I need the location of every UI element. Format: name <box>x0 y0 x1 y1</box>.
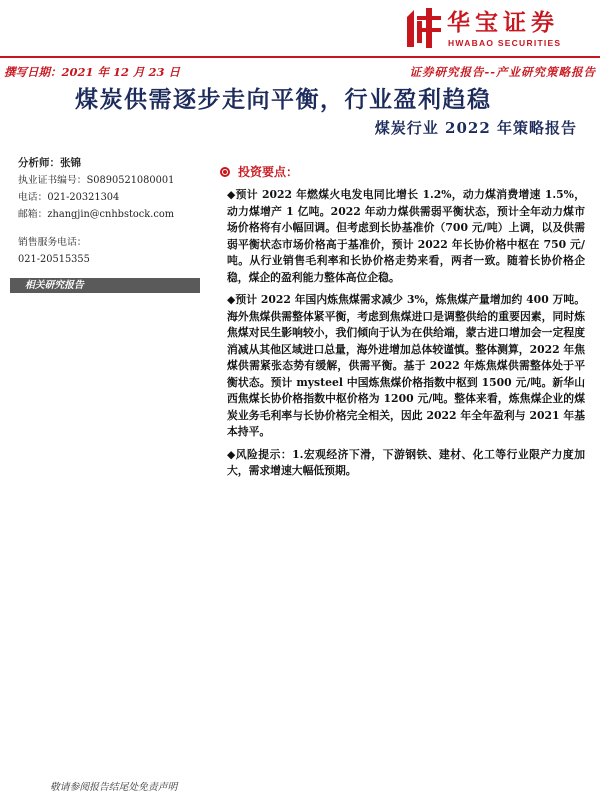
target-icon <box>220 167 230 177</box>
report-title: 煤炭供需逐步走向平衡，行业盈利趋稳 <box>75 86 492 113</box>
related-reports-bar <box>10 278 200 293</box>
diamond-bullet-icon: ◆ <box>227 293 236 306</box>
email-row <box>18 206 203 223</box>
report-date-value: 2021 年 12 月 23 日 <box>61 65 181 79</box>
summary-point-text: 预计 2022 年燃煤火电发电同比增长 1.2%，动力煤消费增速 1.5%，动力煤增产 1 亿吨。2022 年动力煤供需弱平衡状态，预计全年动力煤市场价格将有小幅回调。但考虑到长协基准价（700 元/吨）上调，以及供需弱平衡状态市场价格高于基准价，预计 2022 年长协价格中枢在 750 元/吨。从行业销售毛利率和长协价格走势来看，两者一致。随着长协价格企稳，煤企的盈利能力整体高位企稳。 <box>227 188 585 284</box>
license-label: 执业证书编号： <box>18 175 87 186</box>
email-label: 邮箱： <box>18 209 48 220</box>
summary-points <box>227 187 585 486</box>
license-row <box>18 172 203 189</box>
disclaimer-note: 敬请参阅报告结尾处免责声明 <box>50 782 178 793</box>
related-reports-label: 相关研究报告 <box>25 280 84 291</box>
report-date <box>4 64 180 80</box>
risk-point-text: 风险提示：1.宏观经济下滑，下游钢铁、建材、化工等行业限产力度加大，需求增速大幅低预期。 <box>227 447 585 477</box>
sales-phone-label: 销售服务电话： <box>18 237 87 248</box>
hwabao-logo-icon <box>404 8 442 48</box>
brand-name-en: HWABAO SECURITIES <box>448 38 562 48</box>
risk-point <box>227 447 585 480</box>
brand-logo <box>404 7 588 49</box>
analyst-row <box>18 155 203 172</box>
diamond-bullet-icon: ◆ <box>227 447 236 461</box>
license-number: S0890521080001 <box>86 175 175 186</box>
summary-heading <box>220 164 340 180</box>
brand-name-cn: 华宝证券 <box>447 10 559 36</box>
report-date-label: 撰写日期： <box>4 65 62 79</box>
analyst-info <box>18 155 203 268</box>
summary-point <box>227 187 585 286</box>
header-divider <box>0 56 600 58</box>
sales-phone-number: 021-20515355 <box>18 254 90 265</box>
analyst-name: 张锦 <box>60 157 81 169</box>
summary-title: 投资要点： <box>238 165 299 179</box>
report-type: 证券研究报告--产业研究策略报告 <box>409 65 596 79</box>
analyst-label: 分析师： <box>18 157 60 169</box>
report-subtitle: 煤炭行业 2022 年策略报告 <box>374 119 577 137</box>
summary-point-text: 预计 2022 年国内炼焦煤需求减少 3%，炼焦煤产量增加约 400 万吨。海外焦煤供需整体紧平衡，考虑到焦煤进口是调整供给的重要因素，同时炼焦煤对民生影响较小，我们倾向于认为在供给端，蒙古进口增加会一定程度消减从其他区域进口总量，海外进增加总体较谨慎。整体测算，2022 年焦煤供需紧张态势有缓解，供需平衡。基于 2022 年炼焦煤供需整体处于平衡状态。预计 mysteel 中国炼焦煤价格指数中枢到 1500 元/吨。新华山西焦煤长协价格指数中枢价格为 1200 元/吨。整体来看，炼焦煤企业的煤炭业务毛利率与长协价格完全相关，因此 2022 年全年盈利与 2021 年基本持平。 <box>227 293 585 438</box>
summary-point <box>227 292 585 441</box>
phone-label: 电话： <box>18 192 48 203</box>
diamond-bullet-icon: ◆ <box>227 188 236 201</box>
phone-number: 021-20321304 <box>47 192 120 203</box>
phone-row <box>18 189 203 206</box>
email-address: zhangjin@cnhbstock.com <box>47 209 175 220</box>
